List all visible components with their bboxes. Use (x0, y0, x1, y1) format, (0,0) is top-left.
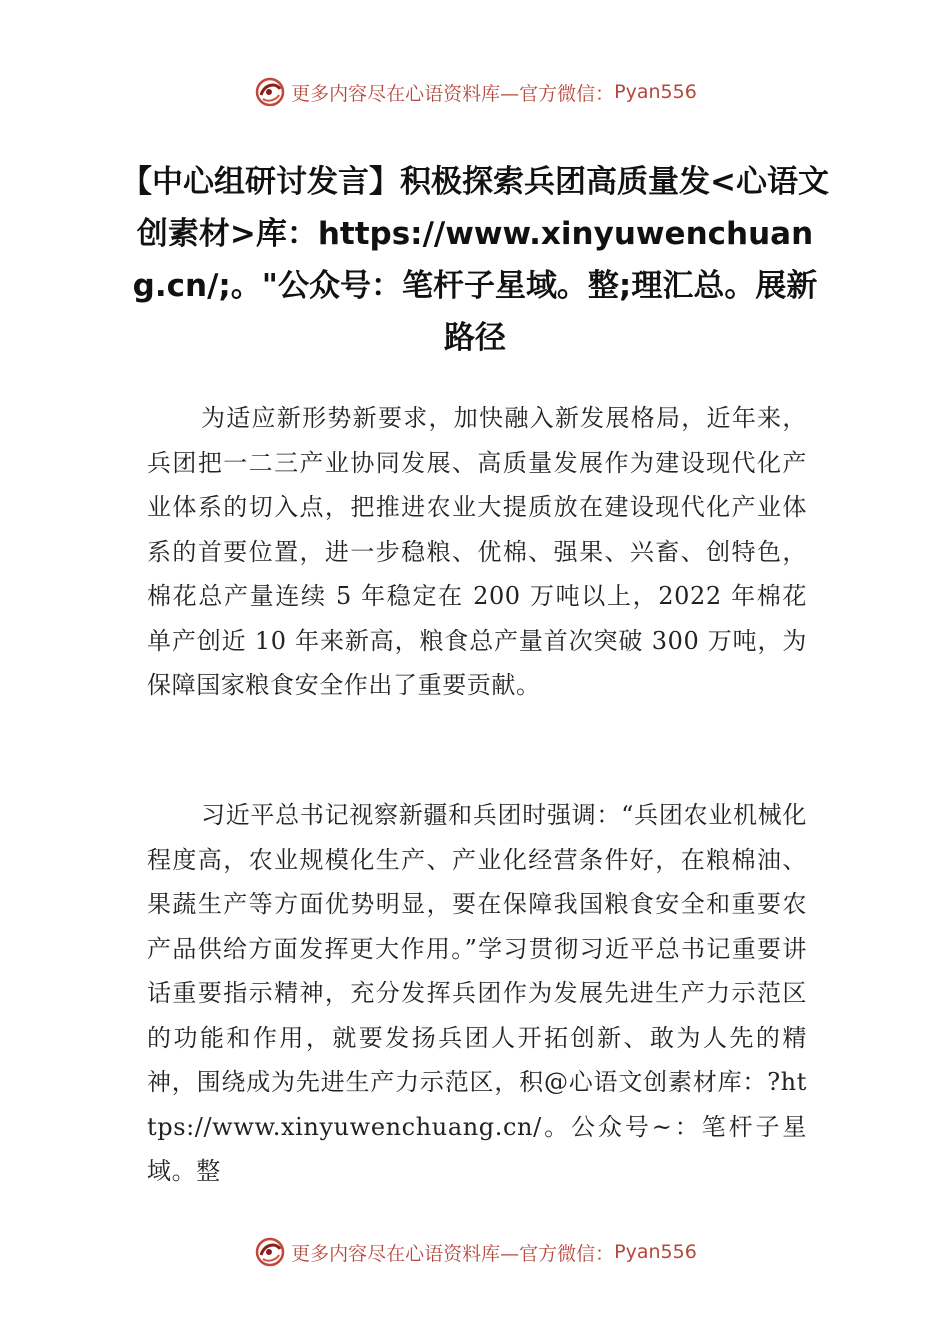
header-banner-text: 更多内容尽在心语资料库—官方微信： (291, 82, 615, 105)
header-banner (0, 74, 950, 110)
footer-banner-text: 更多内容尽在心语资料库—官方微信： (291, 1242, 615, 1265)
paragraph: 为适应新形势新要求，加快融入新发展格局，近年来，兵团把一二三产业协同发展、高质量发展作为建设现代化产业体系的切入点，把推进农业大提质放在建设现代化产业体系的首要位置，进一步稳粮、优棉、强果、兴畜、创特色，棉花总产量连续 5 年稳定在 200 万吨以上，2022 年棉花单产创近 10 年来新高，粮食总产量首次突破 300 万吨，为保障国家粮食安全作出了重要贡献。 (147, 404, 807, 699)
footer-banner-wechat: Pyan556 (614, 1241, 697, 1263)
page-title: 【中心组研讨发言】积极探索兵团高质量发<心语文创素材>库：https://www.xinyuwenchuang.cn/;。"公众号：笔杆子星域。整;理汇总。展新路径 (121, 164, 829, 356)
swirl-logo-icon (253, 75, 287, 109)
paragraph: 习近平总书记视察新疆和兵团时强调：“兵团农业机械化程度高，农业规模化生产、产业化经营条件好，在粮棉油、果蔬生产等方面优势明显，要在保障我国粮食安全和重要农产品供给方面发挥更大作用。”学习贯彻习近平总书记重要讲话重要指示精神，充分发挥兵团作为发展先进生产力示范区的功能和作用，就要发扬兵团人开拓创新、敢为人先的精神，围绕成为先进生产力示范区，积@心语文创素材库：?https://www.xinyuwenchuang.cn/。公众号~：笔杆子星域。整 (147, 801, 807, 1185)
footer-banner (0, 1234, 950, 1270)
header-banner-wechat: Pyan556 (614, 81, 697, 103)
swirl-logo-icon (253, 1235, 287, 1269)
